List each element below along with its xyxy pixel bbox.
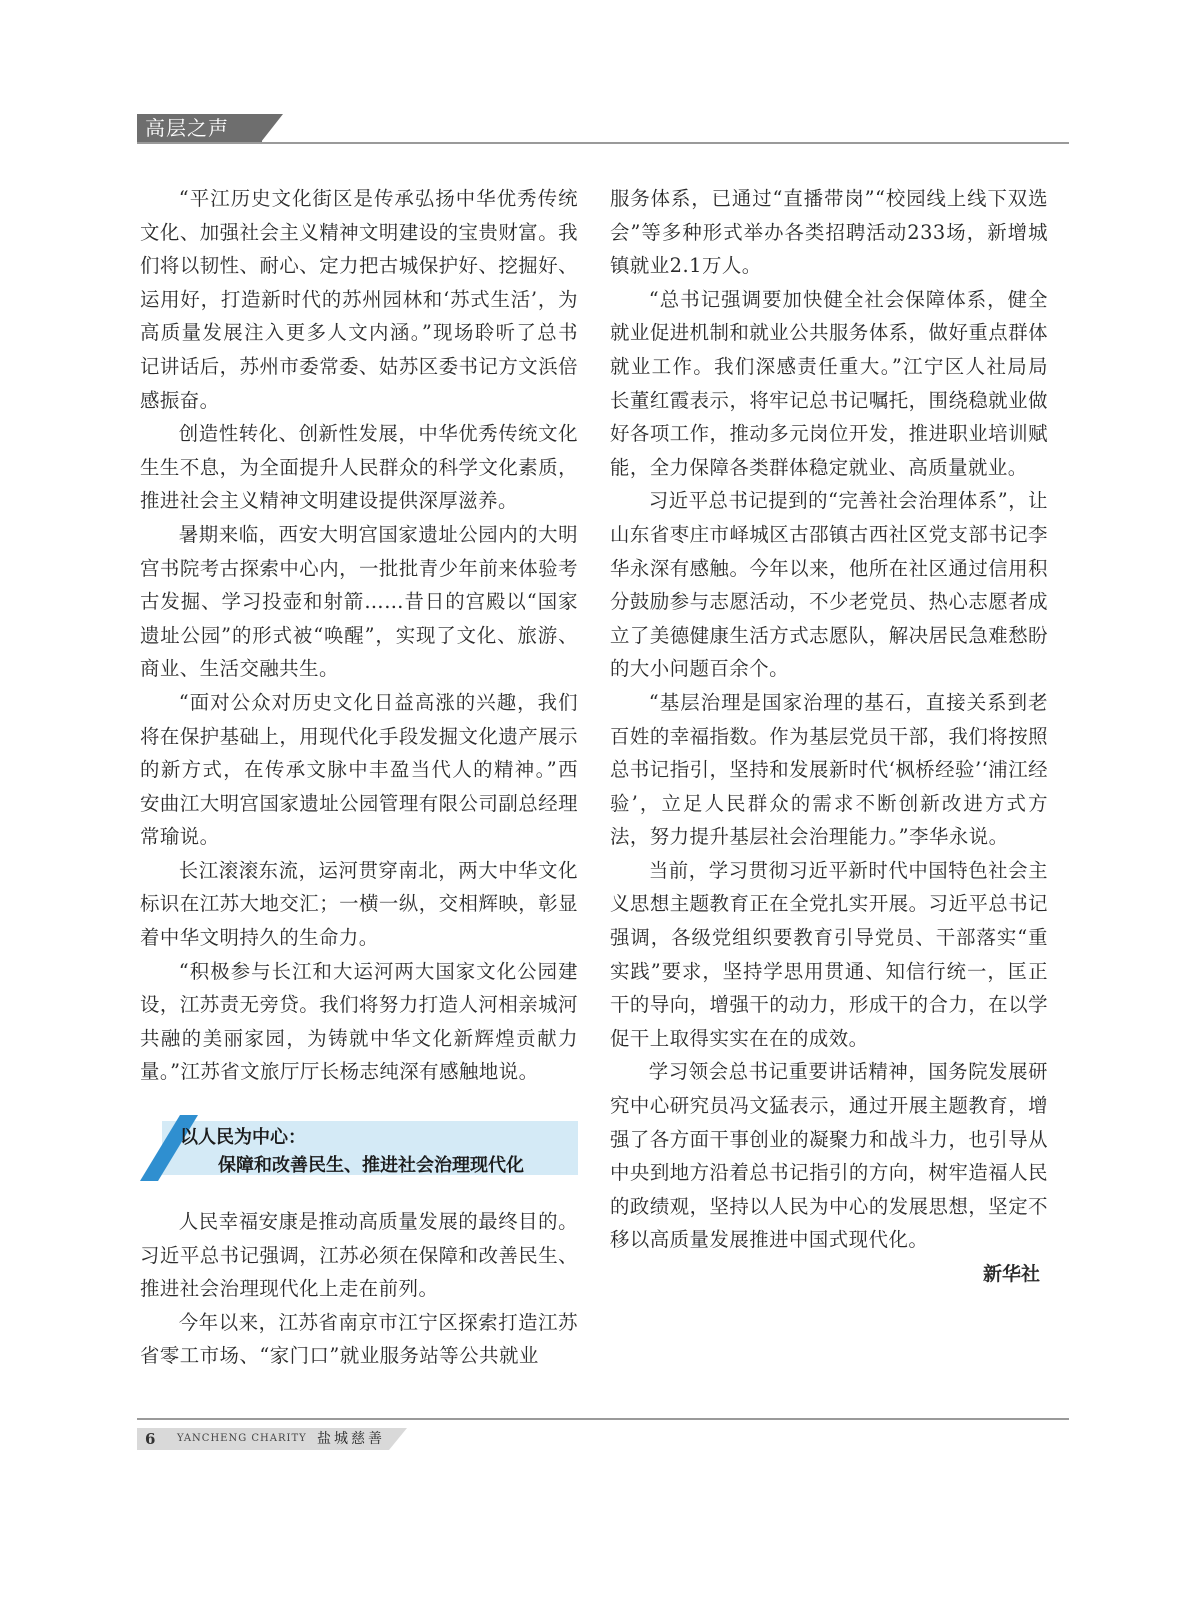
section-title: 高层之声 bbox=[137, 114, 262, 142]
footer-bar-tail bbox=[389, 1428, 407, 1450]
paragraph: “总书记强调要加快健全社会保障体系，健全就业促进机制和就业公共服务体系，做好重点群体就业工作。我们深感责任重大。”江宁区人社局局长董红霞表示，将牢记总书记嘱托，围绕稳就业做好各项工作，推动多元岗位开发，推进职业培训赋能，全力保障各类群体稳定就业、高质量就业。 bbox=[610, 287, 1048, 479]
section-tab-tail bbox=[261, 114, 283, 142]
page-number: 6 bbox=[145, 1430, 156, 1448]
banner-subheading: 保障和改善民生、推进社会治理现代化 bbox=[218, 1155, 524, 1177]
footer-rule bbox=[137, 1418, 1069, 1420]
left-column bbox=[140, 182, 578, 1373]
magazine-name-en: YANCHENG CHARITY bbox=[177, 1433, 307, 1444]
paragraph: “面对公众对历史文化日益高涨的兴趣，我们将在保护基础上，用现代化手段发掘文化遗产展示的新方式，在传承文脉中丰盈当代人的精神。”西安曲江大明宫国家遗址公园管理有限公司副总经理常瑜说。 bbox=[140, 690, 578, 849]
paragraph: 创造性转化、创新性发展，中华优秀传统文化生生不息，为全面提升人民群众的科学文化素质，推进社会主义精神文明建设提供深厚滋养。 bbox=[140, 422, 578, 513]
paragraph-continuation: 服务体系，已通过“直播带岗”“校园线上线下双选会”等多种形式举办各类招聘活动233场，新增城镇就业2.1万人。 bbox=[610, 187, 1048, 278]
header-rule bbox=[137, 142, 1069, 144]
paragraph: 长江滚滚东流，运河贯穿南北，两大中华文化标识在江苏大地交汇；一横一纵，交相辉映，彰显着中华文明持久的生命力。 bbox=[140, 858, 578, 950]
paragraph: 学习领会总书记重要讲话精神，国务院发展研究中心研究员冯文猛表示，通过开展主题教育，增强了各方面干事创业的凝聚力和战斗力，也引导从中央到地方沿着总书记指引的方向，树牢造福人民的政绩观，坚持以人民为中心的发展思想，坚定不移以高质量发展推进中国式现代化。 bbox=[610, 1060, 1048, 1252]
paragraph: 今年以来，江苏省南京市江宁区探索打造江苏省零工市场、“家门口”就业服务站等公共就业 bbox=[140, 1310, 578, 1368]
paragraph: “基层治理是国家治理的基石，直接关系到老百姓的幸福指数。作为基层党员干部，我们将按照总书记指引，坚持和发展新时代‘枫桥经验’‘浦江经验’，立足人民群众的需求不断创新改进方式方法，努力提升基层社会治理能力。”李华永说。 bbox=[610, 690, 1048, 849]
banner-heading: 以人民为中心： bbox=[180, 1127, 306, 1149]
paragraph: 习近平总书记提到的“完善社会治理体系”，让山东省枣庄市峄城区古邵镇古西社区党支部书记李华永深有感触。今年以来，他所在社区通过信用积分鼓励参与志愿活动，不少老党员、热心志愿者成立了美德健康生活方式志愿队，解决居民急难愁盼的大小问题百余个。 bbox=[610, 489, 1048, 681]
paragraph: 人民幸福安康是推动高质量发展的最终目的。习近平总书记强调，江苏必须在保障和改善民生、推进社会治理现代化上走在前列。 bbox=[140, 1210, 578, 1301]
paragraph: “积极参与长江和大运河两大国家文化公园建设，江苏责无旁贷。我们将努力打造人河相亲城河共融的美丽家园，为铸就中华文化新辉煌贡献力量。”江苏省文旅厅厅长杨志纯深有感触地说。 bbox=[140, 959, 578, 1084]
article-source: 新华社 bbox=[982, 1263, 1040, 1285]
paragraph: “平江历史文化街区是传承弘扬中华优秀传统文化、加强社会主义精神文明建设的宝贵财富。我们将以韧性、耐心、定力把古城保护好、挖掘好、运用好，打造新时代的苏州园林和‘苏式生活’，为高质量发展注入更多人文内涵。”现场聆听了总书记讲话后，苏州市委常委、姑苏区委书记方文浜倍感振奋。 bbox=[140, 187, 578, 412]
section-header bbox=[137, 114, 1069, 146]
subsection-banner bbox=[140, 1115, 578, 1181]
page-footer bbox=[137, 1418, 1069, 1458]
right-column bbox=[610, 182, 1048, 1291]
paragraph: 暑期来临，西安大明宫国家遗址公园内的大明宫书院考古探索中心内，一批批青少年前来体验考古发掘、学习投壶和射箭……昔日的宫殿以“国家遗址公园”的形式被“唤醒”，实现了文化、旅游、商业、生活交融共生。 bbox=[140, 522, 578, 681]
magazine-name-cn: 盐城慈善 bbox=[317, 1431, 385, 1447]
paragraph: 当前，学习贯彻习近平新时代中国特色社会主义思想主题教育正在全党扎实开展。习近平总书记强调，各级党组织要教育引导党员、干部落实“重实践”要求，坚持学思用贯通、知信行统一，匡正干的导向，增强干的动力，形成干的合力，在以学促干上取得实实在在的成效。 bbox=[610, 858, 1048, 1050]
